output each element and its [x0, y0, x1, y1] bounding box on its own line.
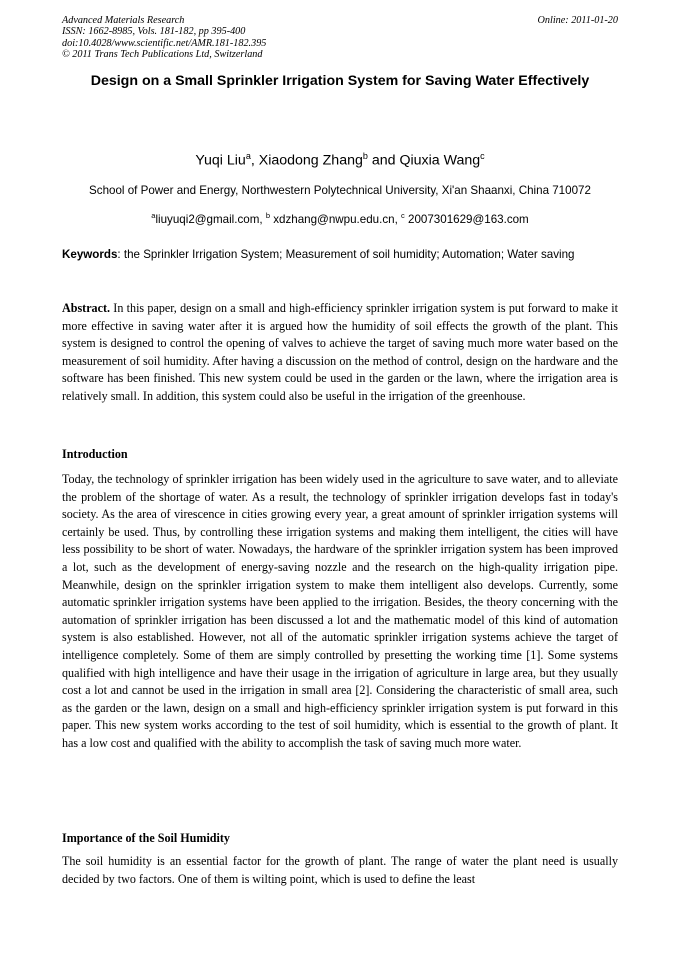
online-date: Online: 2011-01-20	[537, 15, 618, 26]
email-a: liuyuqi2@gmail.com	[155, 212, 260, 226]
journal-name: Advanced Materials Research	[62, 15, 185, 26]
author-list	[62, 147, 618, 170]
email-c-mark: c	[401, 211, 405, 220]
author-3-mark: c	[480, 151, 485, 161]
affiliation: School of Power and Energy, Northwestern Polytechnical University, Xi'an Shaanxi, China 710072	[89, 184, 591, 197]
keywords	[62, 246, 618, 264]
doi-line: doi:10.4028/www.scientific.net/AMR.181-182.395	[62, 37, 267, 49]
email-b-mark: b	[265, 211, 270, 220]
soil-humidity-paragraph: The soil humidity is an essential factor for the growth of plant. The range of water the plant need is usually decided by two factors. One of them is wilting point, which is used to define the least	[62, 854, 618, 886]
paper-title: Design on a Small Sprinkler Irrigation System for Saving Water Effectively	[90, 73, 590, 89]
copyright-line: © 2011 Trans Tech Publications Ltd, Switzerland	[62, 49, 263, 61]
issn-line: ISSN: 1662-8985, Vols. 181-182, pp 395-400	[62, 26, 246, 38]
keywords-text: : the Sprinkler Irrigation System; Measurement of soil humidity; Automation; Water saving	[117, 248, 575, 261]
abstract-text: In this paper, design on a small and high-efficiency sprinkler irrigation system is put forward to make it more effective in saving water after it is argued how the humidity of soil effects the growth of the plant. This system is designed to control the opening of valves to achieve the target of saving much more water based on the measurement of soil humidity. After having a discussion on the method of control, design on the hardware and the software has been finished. This new system could be used in the garden or the lawn, where the irrigation area is relatively small. In addition, this system could also be useful in the irrigation of the greenhouse.	[62, 301, 618, 403]
section-heading-soil-humidity: Importance of the Soil Humidity	[62, 831, 230, 845]
introduction-paragraph: Today, the technology of sprinkler irrigation has been widely used in the agriculture to save water, and to alleviate the problem of the shortage of water. As a result, the technology of sprinkler irrigation develops fast in today's society. As the area of virescence in cities growing every year, a great amount of sprinkler irrigation systems will certainly be used. Thus, by controlling these irrigation systems and making them intelligent, the cities will have less possibility to be short of water. Nowadays, the hardware of the sprinkler irrigation system has been improved a lot, such as the development of energy-saving nozzle and the research on the high-quality irrigation pipe. Meanwhile, design on the sprinkler irrigation system to make them intelligent also develops. Currently, some automatic sprinkler irrigation systems have been applied to the irrigation. Besides, the theory concerning with the automation of sprinkler irrigation has been discussed a lot and the mathematic model of this kind of automation system is also established. However, not all of the automatic sprinkler irrigation systems achieve the target of intelligence completely. Some of them are simply controlled by presetting the working time [1]. Some systems qualified with high intelligence and have their usage in the irrigation of agriculture in large area, but they usually cost a lot and cannot be used in the irrigation in small area [2]. Considering the characteristic of small area, such as the garden or the lawn, design on a small and high-efficiency sprinkler irrigation system is put forward in this paper. This new system works according to the test of soil humidity, which is essential to the growth of plant. It has a low cost and qualified with the ability to accomplish the task of saving much more water.	[62, 472, 618, 750]
section-heading-introduction: Introduction	[62, 447, 128, 461]
author-2: Xiaodong Zhang	[258, 152, 363, 169]
author-separator: and	[367, 152, 400, 169]
author-2-mark: b	[362, 151, 368, 161]
email-separator: ,	[394, 212, 402, 226]
author-1-mark: a	[245, 151, 251, 161]
journal-header	[62, 15, 618, 61]
author-separator: ,	[250, 152, 259, 169]
email-a-mark: a	[151, 211, 156, 220]
keywords-label: Keywords	[62, 248, 118, 261]
author-3: Qiuxia Wang	[399, 152, 481, 169]
email-c: 2007301629@163.com	[404, 212, 529, 226]
email-list	[62, 208, 618, 227]
abstract	[62, 300, 618, 406]
abstract-label: Abstract.	[62, 301, 111, 315]
email-b: xdzhang@nwpu.edu.cn	[270, 212, 395, 226]
email-separator: ,	[259, 212, 266, 226]
author-1: Yuqi Liu	[195, 152, 246, 169]
